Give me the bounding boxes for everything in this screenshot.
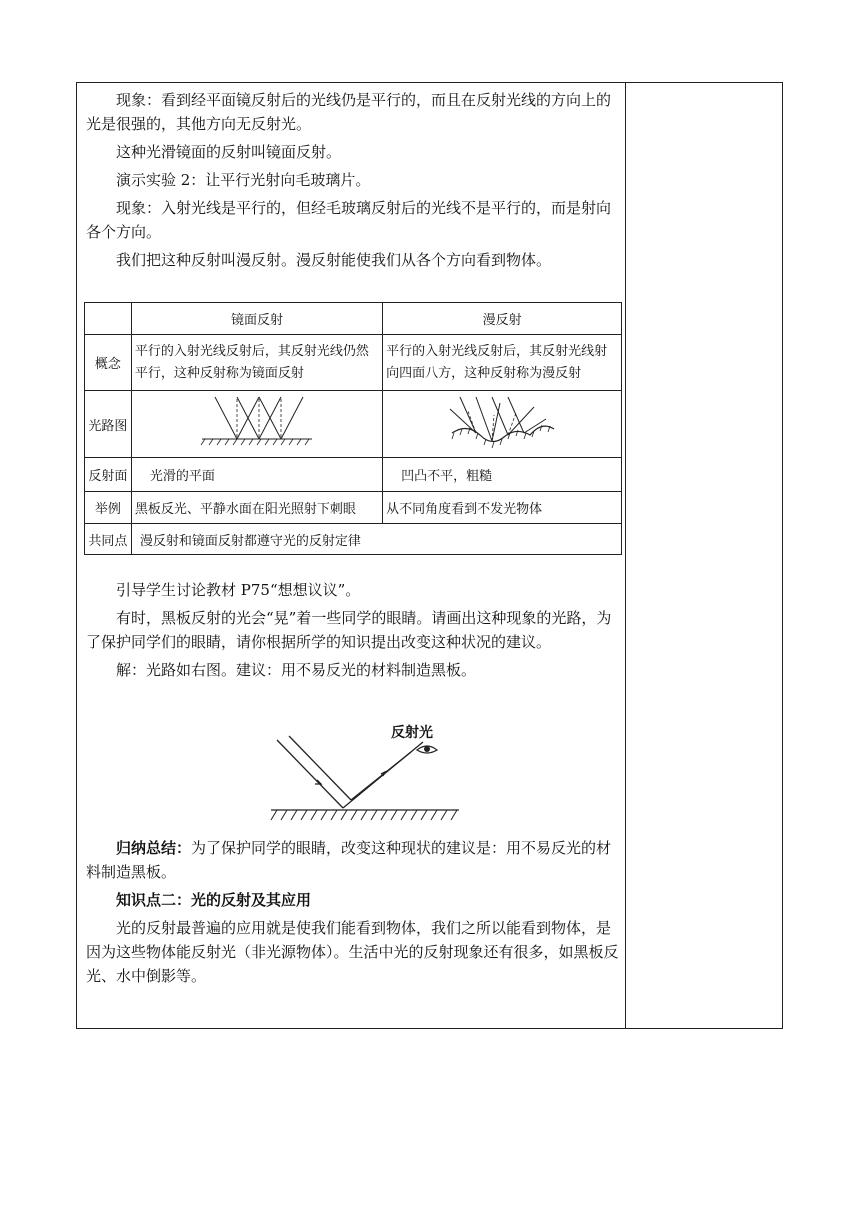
specular-definition: 这种光滑镜面的反射叫镜面反射。 <box>116 143 342 161</box>
row-label-surface: 反射面 <box>85 458 132 492</box>
example-diffuse: 从不同角度看到不发光物体 <box>383 492 622 524</box>
row-label-concept: 概念 <box>85 335 132 391</box>
diffuse-diagram-cell <box>383 391 622 458</box>
row-label-example: 举例 <box>85 492 132 524</box>
concept-specular: 平行的入射光线反射后，其反射光线仍然平行，这种反射称为镜面反射 <box>131 335 382 391</box>
knowledge-point-text: 光的反射最普遍的应用就是使我们能看到物体，我们之所以能看到物体，是因为这些物体能反射光（非光源物体）。生活中光的反射现象还有很多，如黑板反光、水中倒影等。 <box>86 919 619 985</box>
eye-icon <box>417 746 437 753</box>
experiment-2: 演示实验 2：让平行光射向毛玻璃片。 <box>116 171 371 189</box>
discussion-question: 有时，黑板反射的光会“晃”着一些同学的眼睛。请画出这种现象的光路，为了保护同学们的眼睛，请你根据所学的知识提出改变这种状况的建议。 <box>86 609 612 651</box>
table-corner <box>85 303 132 335</box>
surface-specular: 光滑的平面 <box>131 458 382 492</box>
phenomenon-2: 现象：入射光线是平行的，但经毛玻璃反射后的光线不是平行的，而是射向各个方向。 <box>86 199 612 241</box>
diffuse-reflection-diagram <box>442 393 562 451</box>
comparison-table <box>84 302 622 555</box>
phenomenon-1: 现象：看到经平面镜反射后的光线仍是平行的，而且在反射光线的方向上的光是很强的，其他方向无反射光。 <box>86 91 612 133</box>
knowledge-point-heading: 知识点二：光的反射及其应用 <box>116 891 312 909</box>
example-specular: 黑板反光、平静水面在阳光照射下刺眼 <box>131 492 382 524</box>
row-label-common: 共同点 <box>85 524 132 555</box>
summary-lead: 归纳总结： <box>116 839 192 857</box>
summary-text: 为了保护同学的眼睛，改变这种现状的建议是：用不易反光的材料制造黑板。 <box>86 839 612 881</box>
discussion-section <box>86 578 621 682</box>
header-specular: 镜面反射 <box>131 303 382 335</box>
discussion-answer: 解：光路如右图。建议：用不易反光的材料制造黑板。 <box>116 661 477 679</box>
reflected-light-label: 反射光 <box>391 725 433 741</box>
specular-reflection-diagram <box>197 393 317 451</box>
common-point: 漫反射和镜面反射都遵守光的反射定律 <box>131 524 621 555</box>
specular-diagram-cell <box>131 391 382 458</box>
intro-section <box>86 88 621 272</box>
diffuse-definition: 我们把这种反射叫漫反射。漫反射能使我们从各个方向看到物体。 <box>116 251 552 269</box>
summary-paragraph <box>86 836 621 884</box>
surface-diffuse: 凹凸不平，粗糙 <box>383 458 622 492</box>
blackboard-reflection-diagram <box>265 722 465 830</box>
concept-diffuse: 平行的入射光线反射后，其反射光线射向四面八方，这种反射称为漫反射 <box>383 335 622 391</box>
discussion-intro: 引导学生讨论教材 P75“想想议议”。 <box>116 581 361 599</box>
row-label-diagram: 光路图 <box>85 391 132 458</box>
summary-section <box>86 836 621 988</box>
header-diffuse: 漫反射 <box>383 303 622 335</box>
column-divider <box>625 82 626 1029</box>
